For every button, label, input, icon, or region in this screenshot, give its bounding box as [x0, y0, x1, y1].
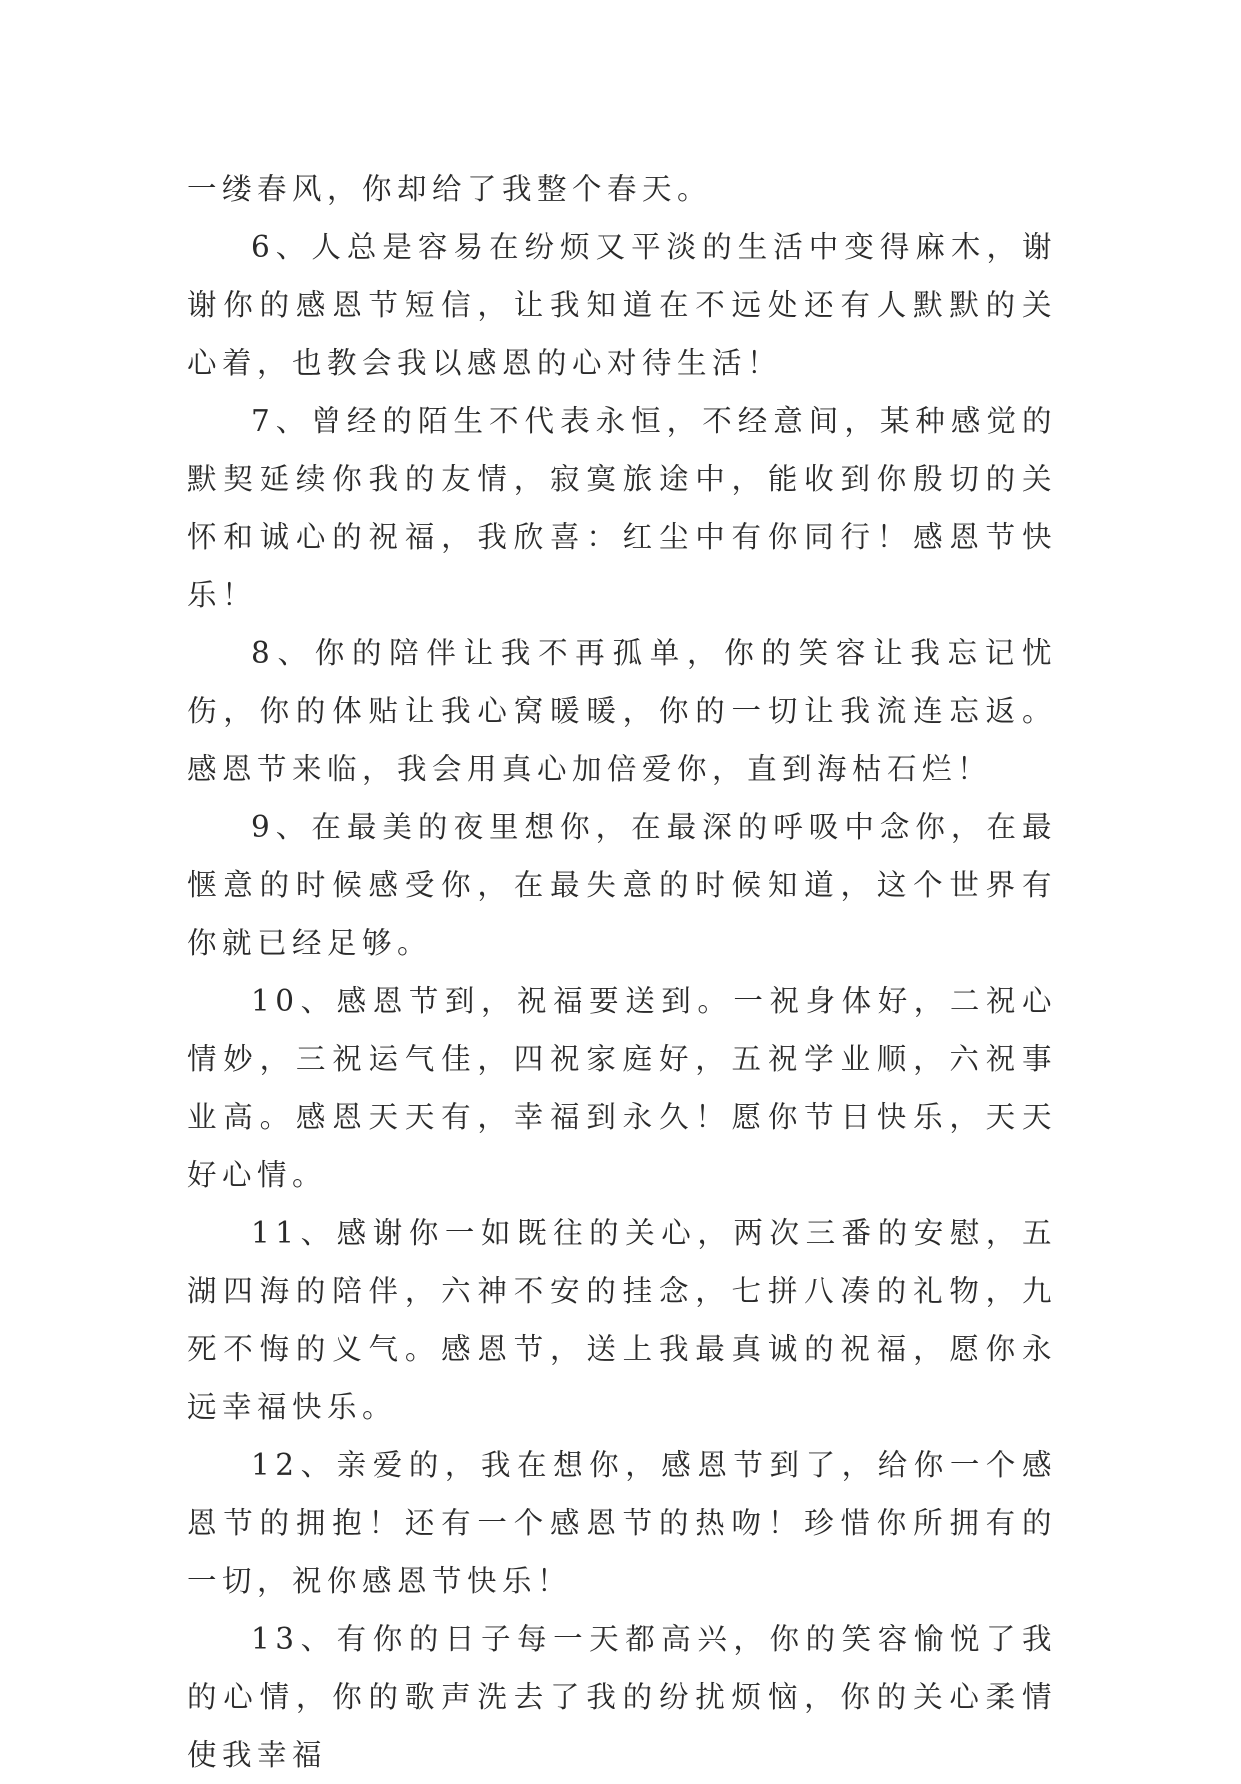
document-body: [187, 160, 1057, 1784]
paragraph-item-11: 11、感谢你一如既往的关心，两次三番的安慰，五湖四海的陪伴，六神不安的挂念，七拼八凑的礼物，九死不悔的义气。感恩节，送上我最真诚的祝福，愿你永远幸福快乐。: [187, 1216, 1057, 1424]
paragraph-item-9: 9、在最美的夜里想你，在最深的呼吸中念你，在最惬意的时候感受你，在最失意的时候知道，这个世界有你就已经足够。: [187, 810, 1057, 960]
paragraph-item-12: 12、亲爱的，我在想你，感恩节到了，给你一个感恩节的拥抱！还有一个感恩节的热吻！珍惜你所拥有的一切，祝你感恩节快乐！: [187, 1448, 1057, 1598]
paragraph-item-13: 13、有你的日子每一天都高兴，你的笑容愉悦了我的心情，你的歌声洗去了我的纷扰烦恼，你的关心柔情使我幸福: [187, 1622, 1057, 1772]
paragraph-item-6: 6、人总是容易在纷烦又平淡的生活中变得麻木，谢谢你的感恩节短信，让我知道在不远处还有人默默的关心着，也教会我以感恩的心对待生活！: [187, 230, 1057, 380]
paragraph-item-8: 8、你的陪伴让我不再孤单，你的笑容让我忘记忧伤，你的体贴让我心窝暖暖，你的一切让我流连忘返。感恩节来临，我会用真心加倍爱你，直到海枯石烂！: [187, 636, 1057, 786]
paragraph-item-7: 7、曾经的陌生不代表永恒，不经意间，某种感觉的默契延续你我的友情，寂寞旅途中，能收到你殷切的关怀和诚心的祝福，我欣喜：红尘中有你同行！感恩节快乐！: [187, 404, 1057, 612]
paragraph-continuation: 一缕春风，你却给了我整个春天。: [187, 172, 713, 206]
paragraph-item-10: 10、感恩节到，祝福要送到。一祝身体好，二祝心情妙，三祝运气佳，四祝家庭好，五祝学业顺，六祝事业高。感恩天天有，幸福到永久！愿你节日快乐，天天好心情。: [187, 984, 1057, 1192]
